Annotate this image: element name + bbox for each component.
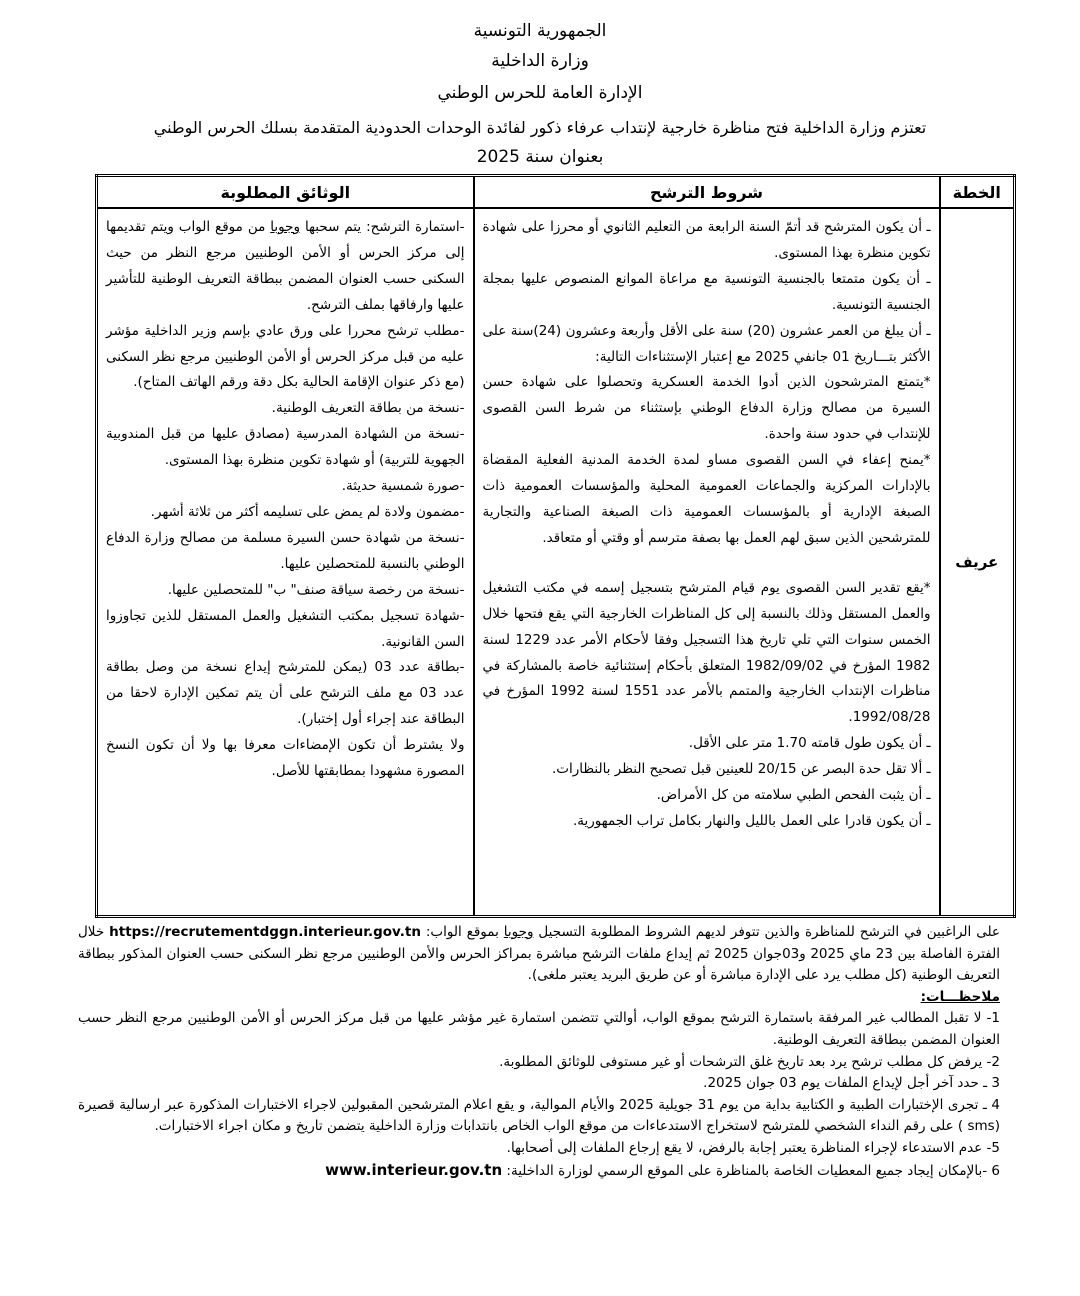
note-item: 4 ـ تجرى الإختبارات الطبية و الكتابية بداية من يوم 31 جويلية 2025 والأيام الموالية، و يقع اعلام المترشحين المقبولين لاجراء الاختبارات المذكورة عبر ارسالية قصيرة (sms ) على رقم النداء الشخصي للمترشح لاستخراج الاستدعاءات من موقع الواب الخاص بانتدابات وزارة الداخلية يتضمن تاريخ و مكان اجراء الاختبارات. bbox=[78, 1096, 1000, 1135]
registration-paragraph bbox=[78, 922, 1000, 987]
document-item: -مضمون ولادة لم يمض على تسليمه أكثر من ثلاثة أشهر. bbox=[150, 503, 465, 520]
registration-text: خلال الفترة الفاصلة بين 23 ماي 2025 و03جوان 2025 ثم إيداع ملفات الترشح مباشرة بمراكز الحرس والأمن الوطنيين مرجع نظر السكنى حسب العنوان المذكور ببطاقة التعريف الوطنية (كل مطلب يرد على الإدارة مباشرة أو عن طريق البريد يعتبر ملغى). bbox=[78, 924, 1000, 984]
registration-emphasis: وجوبا bbox=[503, 924, 534, 940]
condition-item: *يمنح إعفاء في السن القصوى مساو لمدة الخدمة المدنية الفعلية المقضاة بالإدارات المركزية والجماعات العمومية المحلية والمؤسسات العمومية ذات الصبغة الإدارية أو بالمؤسسات العمومية ذات الصبغة الصناعية والتجارية للمترشحين الذين سبق لهم العمل بها بصفة مترسم أو وقتي أو متعاقد. bbox=[482, 452, 931, 546]
announcement-text: تعتزم وزارة الداخلية فتح مناظرة خارجية لإنتداب عرفاء ذكور لفائدة الوحدات الحدودية المتقدمة بسلك الحرس الوطني bbox=[153, 118, 927, 137]
documents-cell bbox=[97, 208, 474, 917]
condition-item: ـ ألا تقل حدة البصر عن 20/15 للعينين قبل تصحيح النظر بالنظارات. bbox=[551, 761, 931, 778]
header-conditions: شروط الترشح bbox=[474, 176, 940, 209]
note-item: 2- يرفض كل مطلب ترشح يرد بعد تاريخ غلق الترشحات أو غير مستوفى للوثائق المطلوبة. bbox=[499, 1053, 1000, 1070]
table-header-row bbox=[97, 176, 1015, 209]
conditions-cell bbox=[474, 208, 940, 917]
header-directorate: الإدارة العامة للحرس الوطني bbox=[437, 83, 643, 103]
document-item: -صورة شمسية حديثة. bbox=[341, 478, 465, 495]
document-text: -استمارة الترشح: يتم سحبها bbox=[300, 219, 465, 235]
note-item-6 bbox=[78, 1160, 1000, 1183]
document-item: -نسخة من رخصة سياقة صنف" ب" للمتحصلين عليها. bbox=[167, 581, 465, 598]
ministry-site-link[interactable]: www.interieur.gov.tn bbox=[325, 1160, 503, 1179]
document-item: -نسخة من بطاقة التعريف الوطنية. bbox=[271, 400, 465, 417]
condition-item: *يقع تقدير السن القصوى يوم قيام المترشح بتسجيل إسمه في مكتب التشغيل والعمل المستقل وذلك بالنسبة إلى كل المناظرات الخارجية التي يقع فتحها خلال الخمس سنوات التي تلي تاريخ هذا التسجيل وفقا لأحكام الأمر عدد 1229 لسنة 1982 المؤرخ في 1982/09/02 المتعلق بأحكام إستثنائية خاصة بالمشاركة في مناظرات الإنتداب الخارجية والمتمم بالأمر عدد 1551 لسنة 1992 المؤرخ في 1992/08/28. bbox=[482, 579, 931, 726]
header-plan: الخطة bbox=[940, 176, 1015, 209]
header-ministry: وزارة الداخلية bbox=[491, 51, 589, 71]
condition-item: ـ أن يكون قادرا على العمل بالليل والنهار بكامل تراب الجمهورية. bbox=[572, 812, 931, 829]
registration-text: على الراغبين في الترشح للمناظرة والذين تتوفر لديهم الشروط المطلوبة التسجيل bbox=[533, 924, 1000, 940]
condition-item: ـ أن يكون طول قامته 1.70 متر على الأقل. bbox=[688, 735, 931, 752]
condition-item: ـ أن يثبت الفحص الطبي سلامته من كل الأمراض. bbox=[656, 787, 931, 804]
document-item: ولا يشترط أن تكون الإمضاءات معرفا بها ولا أن تكون النسخ المصورة مشهودا بمطابقتها للأصل. bbox=[106, 737, 465, 780]
spacer bbox=[483, 552, 931, 576]
condition-item: ـ أن يكون المترشح قد أتمّ السنة الرابعة من التعليم الثانوي أو محرزا على شهادة تكوين منظرة بهذا المستوى. bbox=[482, 219, 931, 261]
recruitment-site-link[interactable]: https://recrutementdggn.interieur.gov.tn bbox=[109, 924, 421, 940]
condition-item: *يتمتع المترشحون الذين أدوا الخدمة العسكرية وتحصلوا على شهادة حسن السيرة من مصالح وزارة الدفاع الوطني بإستثناء من شرط السن القصوى للإنتداب في حدود سنة واحدة. bbox=[482, 374, 931, 443]
document-item-form bbox=[106, 215, 465, 319]
table-row bbox=[97, 208, 1015, 917]
document-emphasis: وجوبا bbox=[270, 219, 300, 235]
announcement-year: بعنوان سنة 2025 bbox=[476, 147, 604, 167]
registration-text: بموقع الواب: bbox=[425, 924, 504, 940]
condition-item: ـ أن يبلغ من العمر عشرون (20) سنة على الأقل وأربعة وعشرون (24)سنة على الأكثر بتـــاريخ 01 جانفي 2025 مع إعتبار الإستثناءات التالية: bbox=[482, 322, 931, 365]
plan-cell: عريف bbox=[940, 208, 1015, 917]
document-item: -شهادة تسجيل بمكتب التشغيل والعمل المستقل للذين تجاوزوا السن القانونية. bbox=[106, 607, 465, 650]
document-item: -مطلب ترشح محررا على ورق عادي بإسم وزير الداخلية مؤشر عليه من قبل مركز الحرس أو الأمن الوطنيين مرجع نظر السكنى (مع ذكر عنوان الإقامة الحالية بكل دقة ورقم الهاتف المتاح). bbox=[106, 322, 465, 391]
recruitment-table bbox=[95, 174, 1016, 918]
note-item: 1- لا تقبل المطالب غير المرفقة باستمارة الترشح بموقع الواب، أوالتي تتضمن استمارة غير مؤشر عليها من قبل مركز الحرس أو الأمن الوطنيين مرجع النظر حسب العنوان المضمن ببطاقة التعريف الوطنية. bbox=[78, 1010, 1000, 1048]
header-documents: الوثائق المطلوبة bbox=[97, 176, 474, 209]
header-republic: الجمهورية التونسية bbox=[473, 21, 607, 41]
footer-section bbox=[78, 922, 1000, 1182]
note-item: 5- عدم الاستدعاء لإجراء المناظرة يعتبر إجابة بالرفض، لا يقع إرجاع الملفات إلى أصحابها. bbox=[506, 1139, 1000, 1156]
document-item: -نسخة من الشهادة المدرسية (مصادق عليها من قبل المندوبية الجهوية للتربية) أو شهادة تكوين منظرة بهذا المستوى. bbox=[106, 426, 465, 469]
notes-title: ملاحظـــات: bbox=[920, 988, 1000, 1005]
document-item: -نسخة من شهادة حسن السيرة مسلمة من مصالح وزارة الدفاع الوطني بالنسبة للمتحصلين عليها. bbox=[106, 529, 465, 572]
document-item: -بطاقة عدد 03 (يمكن للمترشح إيداع نسخة من وصل بطاقة عدد 03 مع ملف الترشح على أن يتم تمكين الإدارة لاحقا من البطاقة عند إجراء أول إختبار). bbox=[106, 659, 465, 728]
note-text: 6 -بالإمكان إيجاد جميع المعطيات الخاصة بالمناظرة على الموقع الرسمي لوزارة الداخلية: bbox=[502, 1162, 1000, 1179]
document-text: من موقع الواب ويتم تقديمها إلى مركز الحرس أو الأمن الوطنيين مرجع النظر من حيث السكنى حسب العنوان المضمن ببطاقة التعريف الوطنية للتأشير عليها وارفاقها بملف الترشح. bbox=[106, 219, 465, 313]
condition-item: ـ أن يكون متمتعا بالجنسية التونسية مع مراعاة الموانع المنصوص عليها بمجلة الجنسية التونسية. bbox=[482, 270, 931, 313]
note-item: 3 ـ حدد آخر أجل لإيداع الملفات يوم 03 جوان 2025. bbox=[703, 1075, 1000, 1092]
